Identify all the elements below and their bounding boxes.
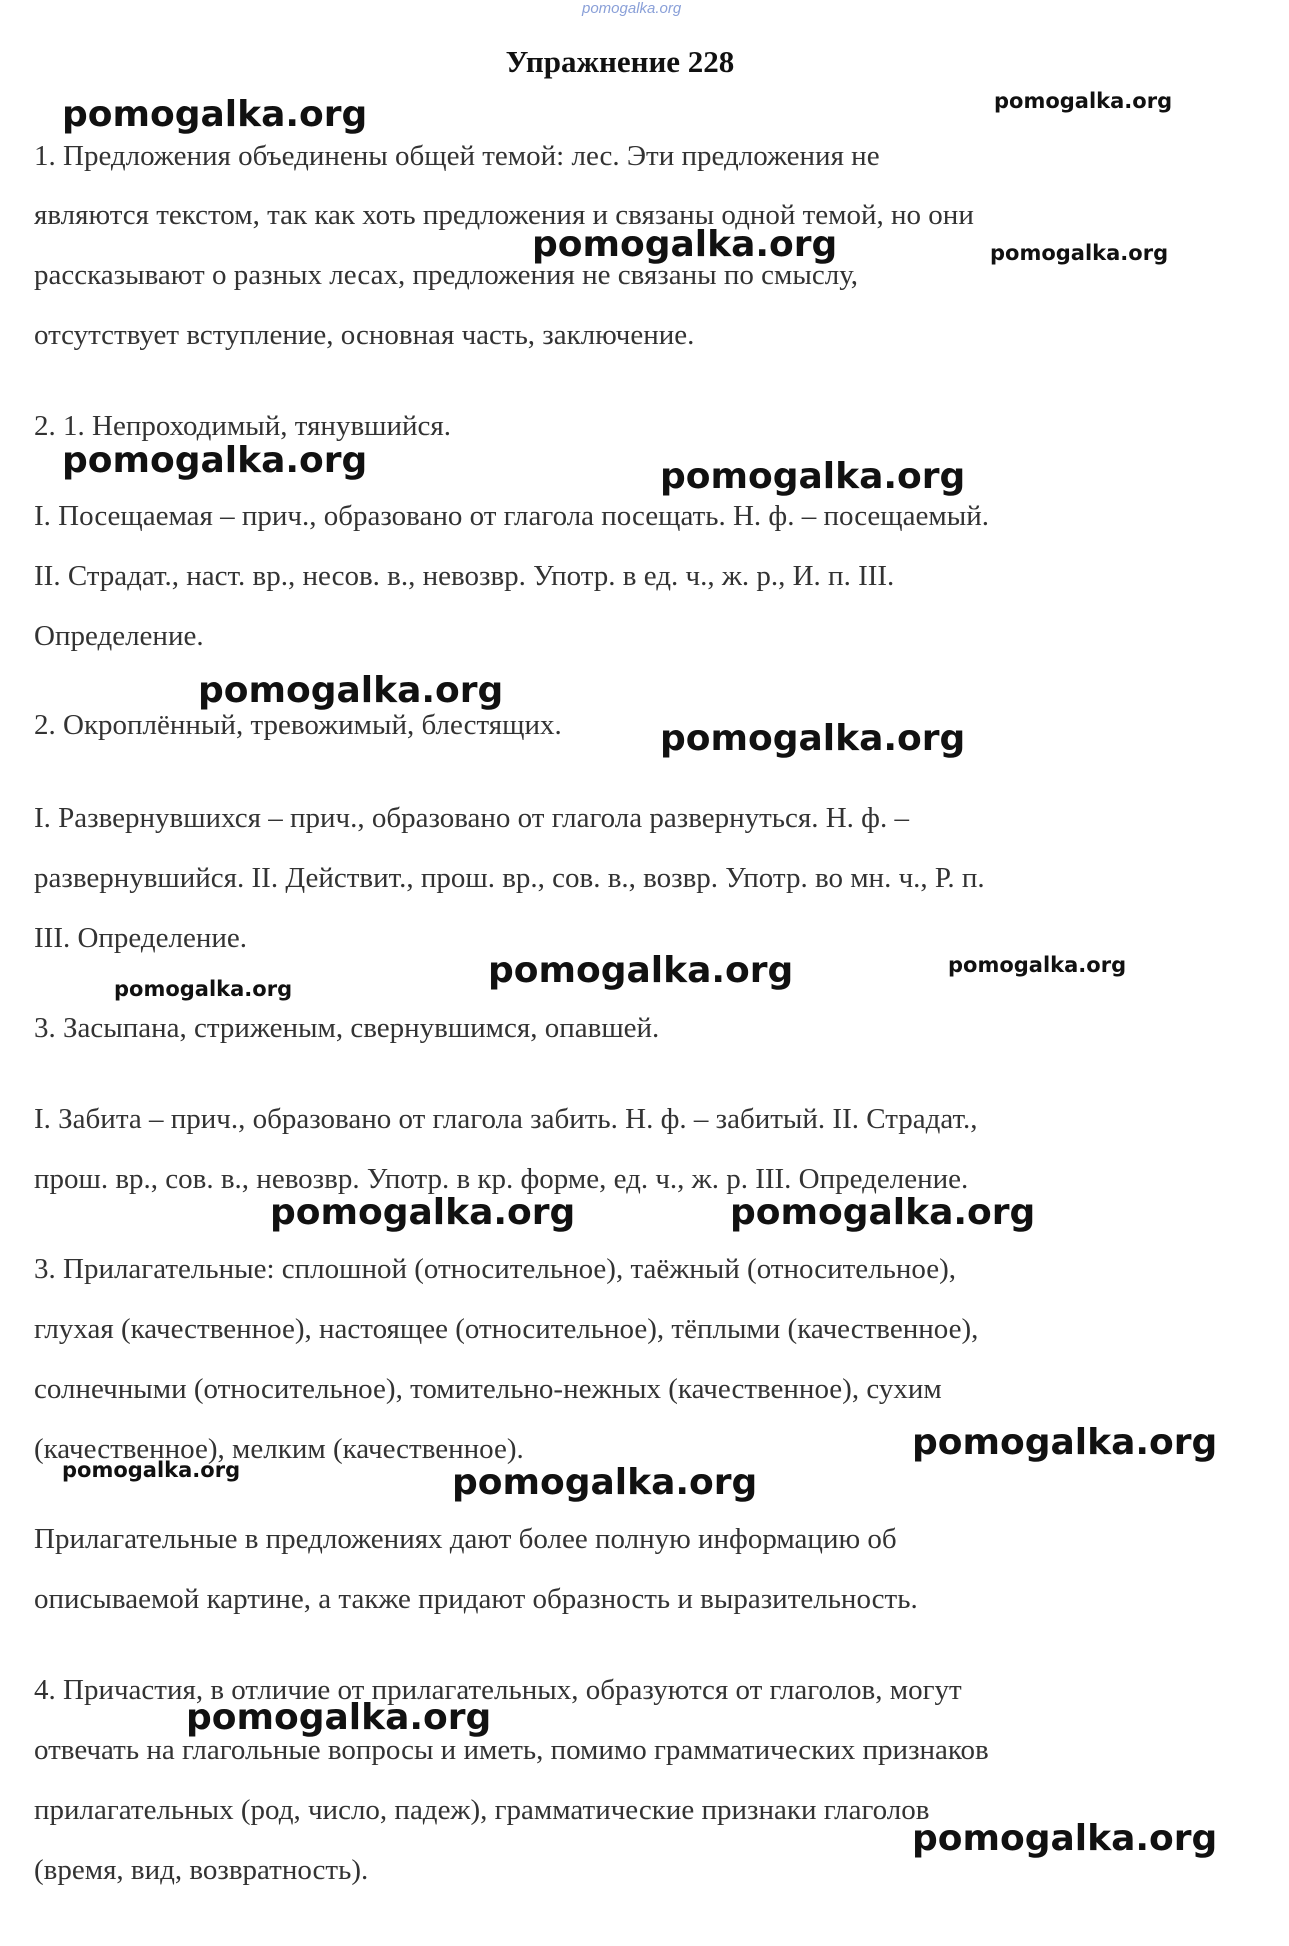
watermark: pomogalka.org xyxy=(990,241,1169,265)
watermark: pomogalka.org xyxy=(948,953,1127,977)
text-line: прилагательных (род, число, падеж), грамматические признаки глаголов xyxy=(34,1794,930,1826)
watermark: pomogalka.org xyxy=(62,1458,241,1482)
text-line: 4. Причастия, в отличие от прилагательных, образуются от глаголов, могут xyxy=(34,1674,962,1706)
watermark: pomogalka.org xyxy=(730,1192,1036,1233)
text-line: I. Посещаемая – прич., образовано от глагола посещать. Н. ф. – посещаемый. xyxy=(34,500,989,532)
watermark: pomogalka.org xyxy=(660,456,966,497)
watermark: pomogalka.org xyxy=(660,718,966,759)
text-line: глухая (качественное), настоящее (относительное), тёплыми (качественное), xyxy=(34,1313,979,1345)
watermark: pomogalka.org xyxy=(532,224,838,265)
watermark: pomogalka.org xyxy=(62,440,368,481)
watermark: pomogalka.org xyxy=(198,670,504,711)
text-line: прош. вр., сов. в., невозвр. Употр. в кр. форме, ед. ч., ж. р. III. Определение. xyxy=(34,1163,969,1195)
watermark: pomogalka.org xyxy=(994,89,1173,113)
watermark: pomogalka.org xyxy=(452,1462,758,1503)
text-line: 2. 1. Непроходимый, тянувшийся. xyxy=(34,410,451,442)
watermark: pomogalka.org xyxy=(270,1192,576,1233)
text-line: 3. Засыпана, стриженым, свернувшимся, опавшей. xyxy=(34,1012,660,1044)
text-line: являются текстом, так как хоть предложения и связаны одной темой, но они xyxy=(34,199,974,231)
text-line: 3. Прилагательные: сплошной (относительное), таёжный (относительное), xyxy=(34,1253,957,1285)
text-line: (время, вид, возвратность). xyxy=(34,1854,369,1886)
text-line: описываемой картине, а также придают образность и выразительность. xyxy=(34,1583,918,1615)
text-line: (качественное), мелким (качественное). xyxy=(34,1433,524,1465)
watermark: pomogalka.org xyxy=(912,1422,1218,1463)
watermark: pomogalka.org xyxy=(186,1697,492,1738)
text-line: III. Определение. xyxy=(34,922,248,954)
watermark: pomogalka.org xyxy=(488,950,794,991)
text-line: отвечать на глагольные вопросы и иметь, помимо грамматических признаков xyxy=(34,1734,989,1766)
text-line: рассказывают о разных лесах, предложения не связаны по смыслу, xyxy=(34,259,859,291)
watermark: pomogalka.org xyxy=(62,94,368,135)
text-line: Прилагательные в предложениях дают более полную информацию об xyxy=(34,1523,897,1555)
text-line: отсутствует вступление, основная часть, заключение. xyxy=(34,319,695,351)
text-line: Определение. xyxy=(34,620,204,652)
watermark: pomogalka.org xyxy=(912,1818,1218,1859)
text-line: 1. Предложения объединены общей темой: лес. Эти предложения не xyxy=(34,140,880,172)
text-line: I. Развернувшихся – прич., образовано от глагола развернуться. Н. ф. – xyxy=(34,802,909,834)
text-line: 2. Окроплённый, тревожимый, блестящих. xyxy=(34,709,562,741)
text-line: солнечными (относительное), томительно-нежных (качественное), сухим xyxy=(34,1373,942,1405)
watermark: pomogalka.org xyxy=(114,977,293,1001)
text-line: I. Забита – прич., образовано от глагола забить. Н. ф. – забитый. II. Страдат., xyxy=(34,1103,978,1135)
top-watermark: pomogalka.org xyxy=(582,0,682,17)
text-line: II. Страдат., наст. вр., несов. в., невозвр. Употр. в ед. ч., ж. р., И. п. III. xyxy=(34,560,895,592)
page-title: Упражнение 228 xyxy=(505,44,735,79)
text-line: развернувшийся. II. Действит., прош. вр., сов. в., возвр. Употр. во мн. ч., Р. п. xyxy=(34,862,985,894)
